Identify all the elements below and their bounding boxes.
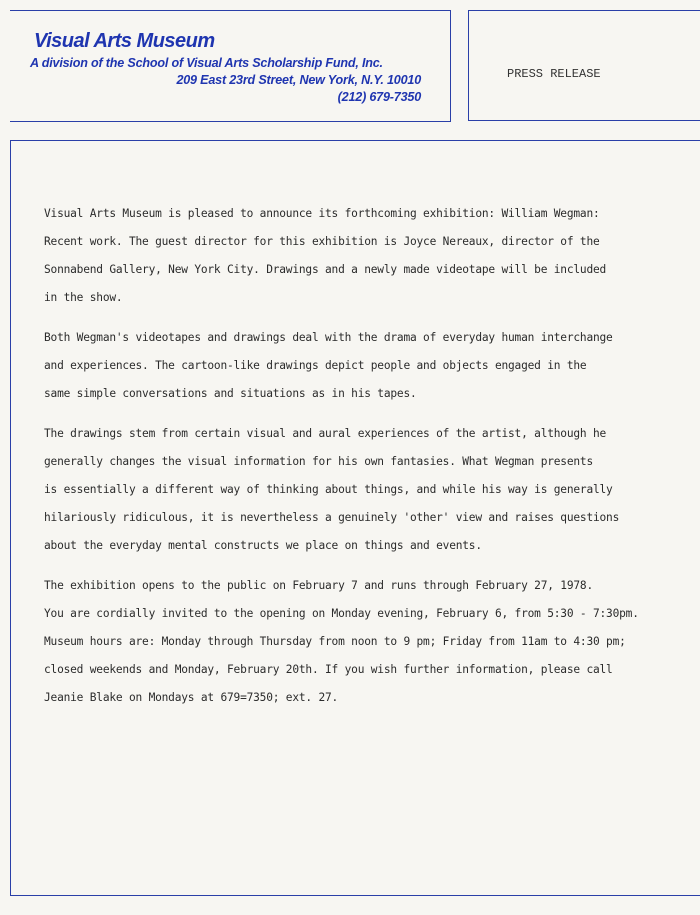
text-line: hilariously ridiculous, it is nevertheless a genuinely 'other' view and raises questions [44, 511, 620, 524]
header-right-box-left [468, 10, 469, 120]
text-line: Recent work. The guest director for this exhibition is Joyce Nereaux, director of the [44, 235, 600, 248]
text-line: The exhibition opens to the public on February 7 and runs through February 27, 1978. [44, 579, 593, 592]
text-line: You are cordially invited to the opening on Monday evening, February 6, from 5:30 - 7:30pm. [44, 607, 639, 620]
press-release-label: PRESS RELEASE [507, 67, 601, 81]
text-line: generally changes the visual information for his own fantasies. What Wegman presents [44, 455, 593, 468]
text-line: same simple conversations and situations as in his tapes. [44, 387, 417, 400]
text-line: and experiences. The cartoon-like drawings depict people and objects engaged in the [44, 359, 587, 372]
phone-line: (212) 679-7350 [337, 90, 421, 104]
paragraph [44, 572, 694, 712]
text-line: about the everyday mental constructs we place on things and events. [44, 539, 482, 552]
paragraph [44, 324, 694, 408]
header-left-box-top [10, 10, 450, 11]
header-right-box-top [468, 10, 700, 11]
museum-name: Visual Arts Museum [34, 30, 215, 52]
body-frame-top [10, 140, 700, 141]
text-line: is essentially a different way of thinking about things, and while his way is generally [44, 483, 613, 496]
text-line: The drawings stem from certain visual and aural experiences of the artist, although he [44, 427, 607, 440]
header-right-box-bottom [468, 120, 700, 121]
paragraph [44, 200, 694, 312]
text-line: Museum hours are: Monday through Thursday from noon to 9 pm; Friday from 11am to 4:30 pm; [44, 635, 626, 648]
text-line: closed weekends and Monday, February 20th. If you wish further information, please call [44, 663, 613, 676]
body-frame-bottom [10, 895, 700, 896]
text-line: Jeanie Blake on Mondays at 679=7350; ext. 27. [44, 691, 339, 704]
text-line: Visual Arts Museum is pleased to announce its forthcoming exhibition: William Wegman: [44, 207, 600, 220]
paragraph [44, 420, 694, 560]
text-line: Sonnabend Gallery, New York City. Drawings and a newly made videotape will be included [44, 263, 607, 276]
address-line: 209 East 23rd Street, New York, N.Y. 10010 [176, 73, 421, 87]
division-line: A division of the School of Visual Arts Scholarship Fund, Inc. [30, 56, 383, 70]
header-left-box-bottom [10, 121, 451, 122]
body-frame-left [10, 140, 11, 896]
release-body [44, 200, 694, 724]
text-line: Both Wegman's videotapes and drawings deal with the drama of everyday human interchange [44, 331, 613, 344]
header-left-box-right [450, 10, 451, 121]
text-line: in the show. [44, 291, 123, 304]
